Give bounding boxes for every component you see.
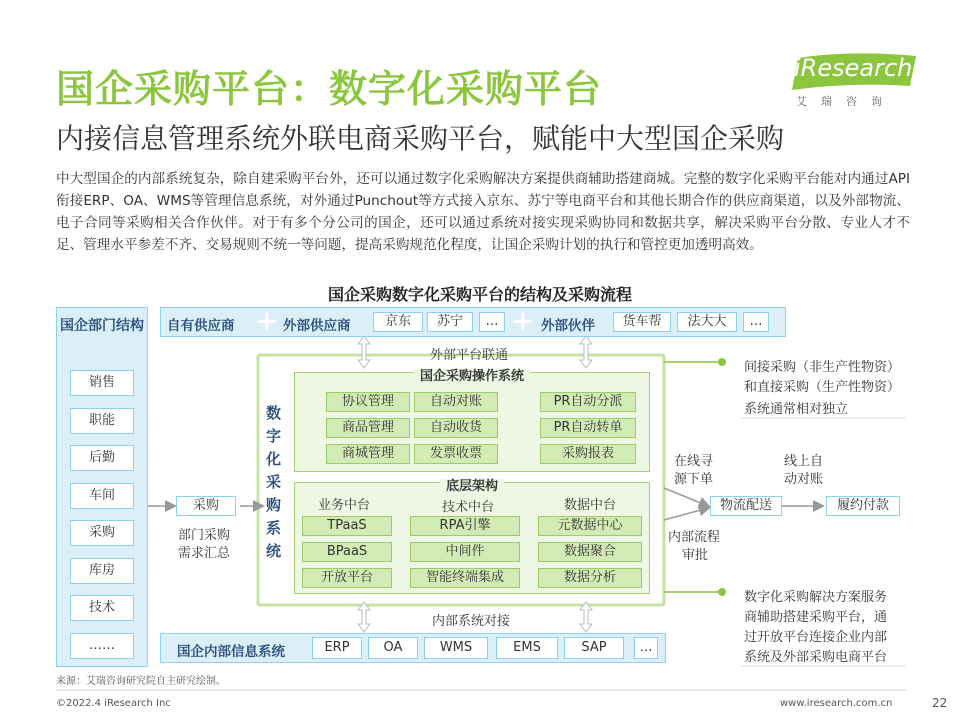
ext-item-jd: 京东: [373, 312, 423, 332]
own-supplier-label: 自有供应商: [167, 318, 235, 334]
flow-internal-2: 审批: [682, 548, 709, 563]
ops-cell: 商品管理: [326, 418, 410, 438]
base-cell: 开放平台: [302, 568, 392, 588]
plus-icon: +: [511, 304, 535, 337]
flow-offline-1: 线上自: [784, 454, 824, 469]
partner-item-huochebang: 货车帮: [613, 312, 671, 332]
dept-structure-title: 国企部门结构: [60, 318, 144, 334]
flow-logistics: 物流配送: [710, 496, 782, 516]
internal-sys-item: SAP: [564, 637, 624, 659]
source-note: 来源：艾瑞咨询研究院自主研究绘制。: [56, 676, 226, 687]
flow-internal-1: 内部流程: [668, 530, 721, 545]
internal-sys-item: …: [634, 637, 658, 659]
note-bottom-4: 系统及外部采购电商平台: [744, 650, 888, 665]
base-cell: 元数据中心: [538, 516, 642, 536]
page-number: 22: [932, 696, 948, 710]
note-bottom-1: 数字化采购解决方案服务: [744, 590, 888, 605]
partner-item-fadada: 法大大: [677, 312, 737, 332]
website: www.iresearch.com.cn: [780, 698, 893, 709]
ext-item-suning: 苏宁: [427, 312, 473, 332]
base-cell: TPaaS: [302, 516, 392, 536]
flow-online-2: 源下单: [674, 472, 714, 487]
ext-link-label: 外部平台联通: [430, 348, 509, 363]
note-bottom-2: 商辅助搭建采购平台，通: [744, 610, 888, 625]
page-subtitle: 内接信息管理系统外联电商采购平台，赋能中大型国企采购: [56, 122, 785, 155]
ops-cell: PR自动转单: [540, 418, 636, 438]
dept-item: 后勤: [70, 445, 134, 471]
dept-item: 职能: [70, 408, 134, 434]
diagram-title: 国企采购数字化采购平台的结构及采购流程: [327, 285, 632, 304]
ops-cell: 采购报表: [540, 444, 636, 464]
flow-dept-summary-2: 需求汇总: [178, 546, 231, 561]
flow-purchase: 采购: [176, 496, 236, 516]
ext-item-more: …: [479, 312, 505, 332]
partner-item-more: …: [743, 312, 769, 332]
flow-fulfill: 履约付款: [826, 496, 900, 516]
base-cell: 智能终端集成: [410, 568, 520, 588]
logo-sub: 艾瑞咨询: [796, 95, 896, 108]
base-cell: 中间件: [410, 542, 520, 562]
col-head-data: 数据中台: [564, 498, 617, 513]
ops-cell: 自动对账: [414, 392, 498, 412]
system-vertical-label: 数字化采购系统: [266, 404, 282, 560]
base-cell: RPA引擎: [410, 516, 520, 536]
col-head-tech: 技术中台: [442, 500, 495, 515]
ops-cell: 协议管理: [326, 392, 410, 412]
internal-sys-item: ERP: [312, 637, 362, 659]
flow-offline-2: 动对账: [784, 472, 824, 487]
internal-sys-item: OA: [368, 637, 418, 659]
flow-online-1: 在线寻: [674, 454, 714, 469]
page-title: 国企采购平台：数字化采购平台: [56, 67, 603, 111]
dept-item: 采购: [70, 520, 134, 546]
dept-item: 库房: [70, 558, 134, 584]
ops-cell: 商城管理: [326, 444, 410, 464]
note-top-2: 和直接采购（生产性物资）: [744, 380, 901, 395]
ops-cell: PR自动分派: [540, 392, 636, 412]
dept-item: 销售: [70, 370, 134, 396]
note-top-1: 间接采购（非生产性物资）: [744, 360, 901, 375]
flow-dept-summary-1: 部门采购: [178, 528, 231, 543]
dept-item: 技术: [70, 595, 134, 621]
internal-sys-label: 国企内部信息系统: [177, 644, 285, 660]
ext-supplier-label: 外部供应商: [283, 318, 351, 334]
dept-item: 车间: [70, 483, 134, 509]
base-arch-title: 底层架构: [440, 479, 504, 494]
base-cell: 数据聚合: [538, 542, 642, 562]
dept-item: ……: [70, 633, 134, 659]
ops-cell: 自动收货: [414, 418, 498, 438]
base-cell: BPaaS: [302, 542, 392, 562]
plus-icon: +: [255, 304, 279, 337]
external-bar: [160, 304, 786, 337]
copyright: ©2022.4 iResearch Inc: [56, 698, 171, 709]
logo-word: iResearch: [794, 54, 913, 82]
internal-sys-item: EMS: [496, 637, 558, 659]
int-link-label: 内部系统对接: [432, 614, 511, 629]
intro-paragraph: 中大型国企的内部系统复杂，除自建采购平台外，还可以通过数字化采购解决方案提供商辅助搭建商城。完整的数字化采购平台能对内通过API衔接ERP、OA、WMS等管理信息系统，对外通过Punchout等方式接入京东、苏宁等电商平台和其他长期合作的供应商渠道，以及外部物流、电子合同等采购相关合作伙伴。对于有多个分公司的国企，还可以通过系统对接实现采购协同和数据共享，解决采购平台分散、专业人才不足、管理水平参差不齐、交易规则不统一等问题，提高采购规范化程度，让国企采购计划的执行和管控更加透明高效。: [56, 171, 910, 253]
ops-cell: 发票收票: [414, 444, 498, 464]
base-cell: 数据分析: [538, 568, 642, 588]
note-bottom-3: 过开放平台连接企业内部: [744, 630, 888, 645]
internal-sys-item: WMS: [424, 637, 488, 659]
ops-system-title: 国企采购操作系统: [414, 369, 530, 384]
note-top-3: 系统通常相对独立: [744, 402, 849, 417]
col-head-business: 业务中台: [318, 498, 371, 513]
partner-label: 外部伙伴: [541, 318, 595, 334]
